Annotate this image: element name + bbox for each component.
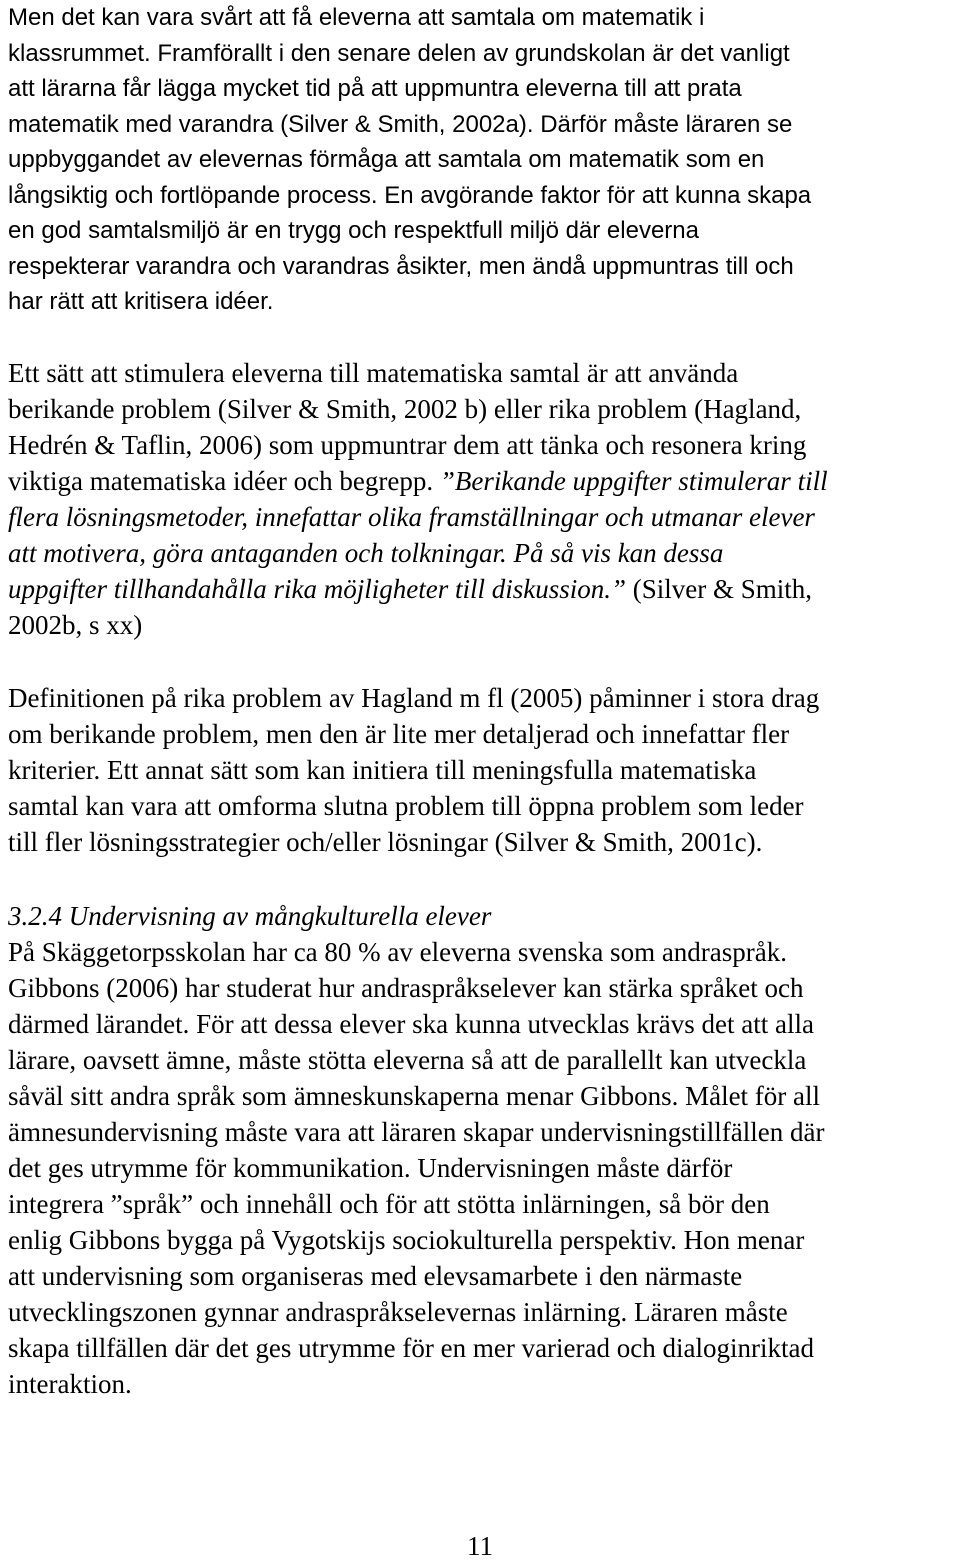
text-line: klassrummet. Framförallt i den senare delen av grundskolan är det vanligt	[8, 39, 790, 67]
text-line: Definitionen på rika problem av Hagland m fl (2005) påminner i stora drag	[8, 683, 820, 713]
text-line: en god samtalsmiljö är en trygg och respektfull miljö där eleverna	[8, 217, 699, 244]
text-line: därmed lärandet. För att dessa elever ska kunna utvecklas krävs det att alla	[8, 1009, 814, 1039]
text-line: såväl sitt andra språk som ämneskunskaperna menar Gibbons. Målet för all	[8, 1081, 821, 1111]
text-line: 2002b, s xx)	[8, 610, 143, 640]
text-line: har rätt att kritisera idéer.	[8, 288, 274, 315]
citation-segment: (Silver & Smith,	[626, 574, 813, 604]
quote-segment: ”Berikande uppgifter stimulerar till	[439, 466, 828, 496]
text-line	[8, 499, 952, 535]
section-heading	[8, 898, 952, 934]
text-line: att lärarna får lägga mycket tid på att uppmuntra eleverna till att prata	[8, 75, 742, 102]
text-line: Ett sätt att stimulera eleverna till matematiska samtal är att använda	[8, 358, 739, 388]
text-line: respekterar varandra och varandras åsikter, men ändå uppmuntras till och	[8, 252, 794, 280]
text-line: kriterier. Ett annat sätt som kan initiera till meningsfulla matematiska	[8, 755, 757, 785]
text-line: ämnesundervisning måste vara att läraren skapar undervisningstillfällen där	[8, 1117, 825, 1147]
text-line: enlig Gibbons bygga på Vygotskijs sociokulturella perspektiv. Hon menar	[8, 1225, 805, 1255]
text-line: interaktion.	[8, 1369, 132, 1399]
text-line: till fler lösningsstrategier och/eller lösningar (Silver & Smith, 2001c).	[8, 827, 763, 857]
text-line	[8, 463, 952, 499]
text-line	[8, 535, 952, 571]
text-line: Men det kan vara svårt att få eleverna att samtala om matematik i	[8, 4, 705, 31]
quote-segment: att motivera, göra antaganden och tolkningar. På så vis kan dessa	[8, 538, 724, 568]
paragraph-rich-problems-definition	[8, 680, 952, 860]
quote-segment: uppgifter tillhandahålla rika möjligheter till diskussion.”	[8, 574, 627, 604]
text-line: matematik med varandra (Silver & Smith, 2002a). Därför måste läraren se	[8, 110, 793, 138]
text-line: berikande problem (Silver & Smith, 2002 b) eller rika problem (Hagland,	[8, 394, 802, 424]
text-line: På Skäggetorpsskolan har ca 80 % av eleverna svenska som andraspråk.	[8, 937, 788, 967]
text-line: Gibbons (2006) har studerat hur andraspråkselever kan stärka språket och	[8, 973, 804, 1003]
text-line: Hedrén & Taflin, 2006) som uppmuntrar dem att tänka och resonera kring	[8, 430, 807, 460]
page-number: 11	[467, 1531, 493, 1561]
text-line: det ges utrymme för kommunikation. Undervisningen måste därför	[8, 1153, 733, 1183]
text-line: uppbyggandet av elevernas förmåga att samtala om matematik som en	[8, 146, 765, 173]
text-line: skapa tillfällen där det ges utrymme för en mer varierad och dialoginriktad	[8, 1333, 814, 1363]
text-line: integrera ”språk” och innehåll och för att stötta inlärningen, så bör den	[8, 1189, 770, 1219]
text-line: utvecklingszonen gynnar andraspråkselevernas inlärning. Läraren måste	[8, 1297, 788, 1327]
quote-segment: flera lösningsmetoder, innefattar olika framställningar och utmanar elever	[8, 502, 815, 532]
text-line	[8, 571, 952, 607]
section-heading-text: 3.2.4 Undervisning av mångkulturella elever	[8, 901, 492, 931]
text-line: samtal kan vara att omforma slutna problem till öppna problem som leder	[8, 791, 804, 821]
paragraph-enriching-problems	[8, 355, 952, 643]
text-segment: viktiga matematiska idéer och begrepp.	[8, 466, 440, 496]
text-line: långsiktig och fortlöpande process. En avgörande faktor för att kunna skapa	[8, 181, 812, 209]
text-line: lärare, oavsett ämne, måste stötta eleverna så att de parallellt kan utveckla	[8, 1045, 807, 1075]
text-line: att undervisning som organiseras med elevsamarbete i den närmaste	[8, 1261, 743, 1291]
paragraph-classroom-discussion	[8, 0, 952, 320]
paragraph-multicultural-teaching	[8, 934, 952, 1402]
text-line: om berikande problem, men den är lite mer detaljerad och innefattar fler	[8, 719, 790, 749]
